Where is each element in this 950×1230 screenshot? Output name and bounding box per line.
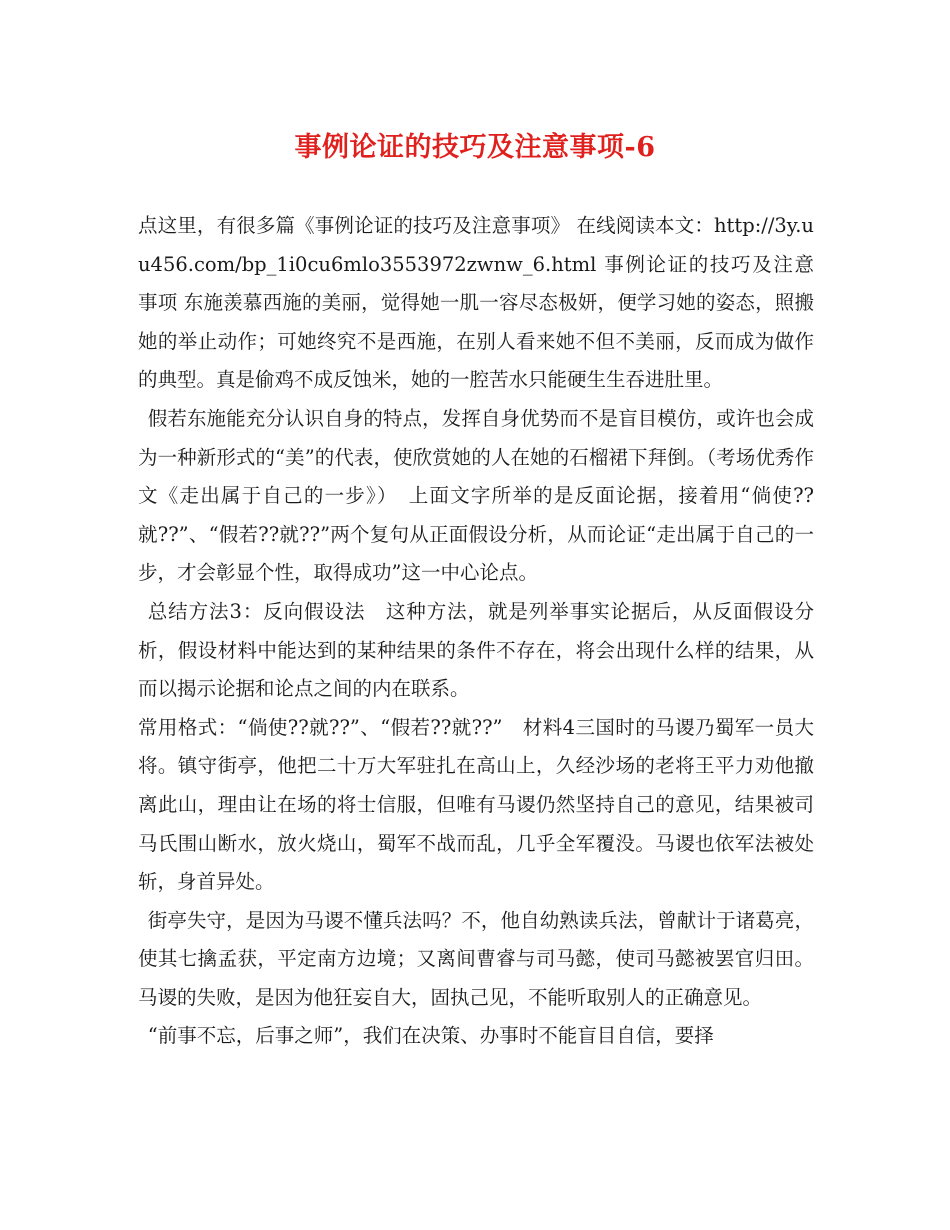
document-title: 事例论证的技巧及注意事项-6 bbox=[294, 132, 656, 163]
paragraph-method-summary: 总结方法3：反向假设法 这种方法，就是列举事实论据后，从反面假设分析，假设材料中能达到的某种结果的条件不存在，将会出现什么样的结果，从而以揭示论据和论点之间的内在联系。 bbox=[138, 599, 814, 701]
paragraph-intro: 点这里，有很多篇《事例论证的技巧及注意事项》 在线阅读本文：http://3y.uu456.com/bp_1i0cu6mlo3553972zwnw_6.html 事例论证的技巧及注意事项 东施羡慕西施的美丽，觉得她一肌一容尽态极妍，便学习她的姿态，照搬她的举止动作；可她终究不是西施，在别人看来她不但不美丽，反而成为做作的典型。真是偷鸡不成反蚀米，她的一腔苦水只能硬生生吞进肚里。 bbox=[138, 214, 814, 392]
paragraph-jieting-analysis: 街亭失守，是因为马谡不懂兵法吗？不，他自幼熟读兵法，曾献计于诸葛亮，使其七擒孟获，平定南方边境；又离间曹睿与司马懿，使司马懿被罢官归田。马谡的失败，是因为他狂妄自大，固执己见，不能听取别人的正确意见。 bbox=[138, 908, 814, 1009]
paragraph-hypothesis: 假若东施能充分认识自身的特点，发挥自身优势而不是盲目模仿，或许也会成为一种新形式的“美”的代表，使欣赏她的人在她的石榴裙下拜倒。（考场优秀作文《走出属于自己的一步》） 上面文字所举的是反面论据，接着用“倘使??就??”、“假若??就??”两个复句从正面假设分析，从而论证“走出属于自己的一步，才会彰显个性，取得成功”这一中心论点。 bbox=[138, 406, 814, 585]
document-body bbox=[138, 207, 814, 1056]
paragraph-conclusion: “前事不忘，后事之师”，我们在决策、办事时不能盲目自信，要择 bbox=[147, 1024, 714, 1048]
paragraph-common-format: 常用格式：“倘使??就??”、“假若??就??” 材料4三国时的马谡乃蜀军一员大将。镇守街亭，他把二十万大军驻扎在高山上，久经沙场的老将王平力劝他撤离此山，理由让在场的将士信服，但唯有马谡仍然坚持自己的意见，结果被司马氏围山断水，放火烧山，蜀军不战而乱，几乎全军覆没。马谡也依军法被处斩，身首异处。 bbox=[138, 715, 814, 894]
